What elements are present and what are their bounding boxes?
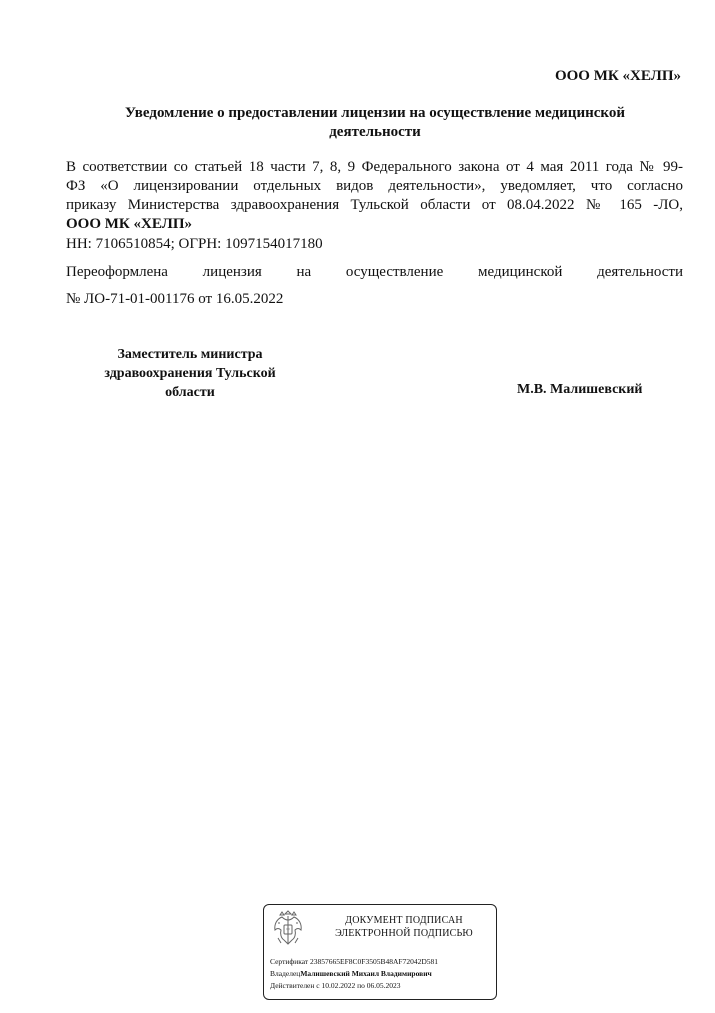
company-name: ООО МК «ХЕЛП» (66, 216, 193, 232)
coat-of-arms-icon (271, 910, 305, 950)
stamp-title-line: ДОКУМЕНТ ПОДПИСАН (345, 915, 463, 926)
stamp-owner (270, 969, 432, 979)
stamp-certificate: Сертификат 23857665EF8C0F3505B48AF72042D581 (270, 957, 438, 966)
stamp-title-line: ЭЛЕКТРОННОЙ ПОДПИСЬЮ (335, 928, 473, 939)
stamp-validity: Действителен с 10.02.2022 по 06.05.2023 (270, 981, 401, 990)
recipient-name: ООО МК «ХЕЛП» (554, 68, 681, 84)
position-line: области (165, 385, 215, 400)
notification-paragraph (66, 158, 683, 215)
stamp-title (314, 914, 494, 940)
paragraph-line: ФЗ «О лицензировании отдельных видов деятельности», уведомляет, что согласно (66, 178, 683, 194)
license-number: № ЛО-71-01-001176 от 16.05.2022 (66, 291, 284, 307)
paragraph-line: В соответствии со статьей 18 части 7, 8, 9 Федерального закона от 4 мая 2011 года № 99- (66, 159, 683, 175)
title-line: деятельности (329, 124, 421, 140)
position-line: здравоохранения Тульской (104, 366, 276, 381)
inn-ogrn-line: НН: 7106510854; ОГРН: 1097154017180 (66, 236, 323, 252)
stamp-owner-name: Малишевский Михаил Владимирович (300, 969, 432, 978)
document-title (70, 104, 680, 142)
title-line: Уведомление о предоставлении лицензии на осуществление медицинской (125, 105, 625, 121)
signatory-position (80, 345, 300, 402)
signatory-name: М.В. Малишевский (517, 382, 643, 397)
electronic-signature-stamp (263, 904, 497, 1000)
stamp-owner-label: Владелец (270, 969, 301, 978)
paragraph-line: приказу Министерства здравоохранения Тульской области от 08.04.2022 № 165 -ЛО, (66, 197, 683, 213)
position-line: Заместитель министра (117, 347, 263, 362)
license-text: Переоформлена лицензия на осуществление медицинской деятельности (66, 264, 683, 280)
